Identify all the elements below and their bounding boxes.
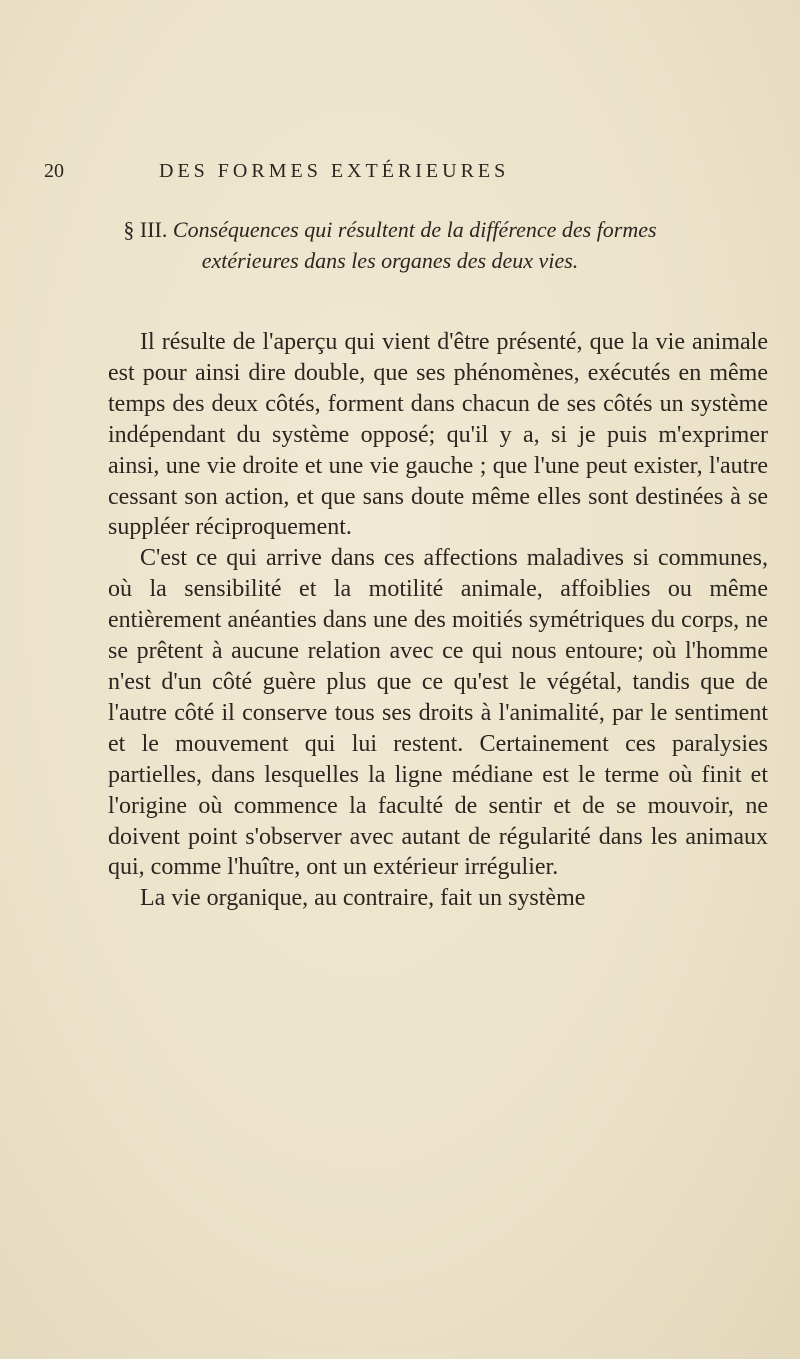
- paragraph: C'est ce qui arrive dans ces affections maladives si communes, où la sensibilité et la motilité animale, affoiblies ou même entièrement anéanties dans une des moitiés symétriques du corps, ne se prêtent à aucune relation avec ce qui nous entoure; où l'homme n'est d'un côté guère plus que ce qu'est le végétal, tandis que de l'autre côté il conserve tous ses droits à l'animalité, par le sentiment et le mouvement qui lui restent. Certainement ces paralysies partielles, dans lesquelles la ligne médiane est le terme où finit et l'origine où commence la faculté de sentir et de se mouvoir, ne doivent point s'observer avec autant de régularité dans les animaux qui, comme l'huître, ont un extérieur irrégulier.: [108, 545, 768, 881]
- body-text: [108, 327, 768, 914]
- running-head: DES FORMES EXTÉRIEURES: [159, 160, 510, 182]
- paragraph: Il résulte de l'aperçu qui vient d'être présenté, que la vie animale est pour ainsi dire double, que ses phénomènes, exécutés en même temps des deux côtés, forment dans chacun de ses côtés un système indépendant du système opposé; qu'il y a, si je puis m'exprimer ainsi, une vie droite et une vie gauche ; que l'une peut exister, l'autre cessant son action, et que sans doute même elles sont destinées à se suppléer réciproquement.: [108, 329, 768, 541]
- section-heading: [110, 214, 670, 276]
- page-number: 20: [44, 160, 64, 182]
- paragraph: La vie organique, au contraire, fait un système: [140, 885, 586, 912]
- section-number: § III.: [123, 217, 168, 242]
- page-header: [44, 160, 744, 190]
- section-title: Conséquences qui résultent de la différence des formes extérieures dans les organes des deux vies.: [172, 217, 657, 273]
